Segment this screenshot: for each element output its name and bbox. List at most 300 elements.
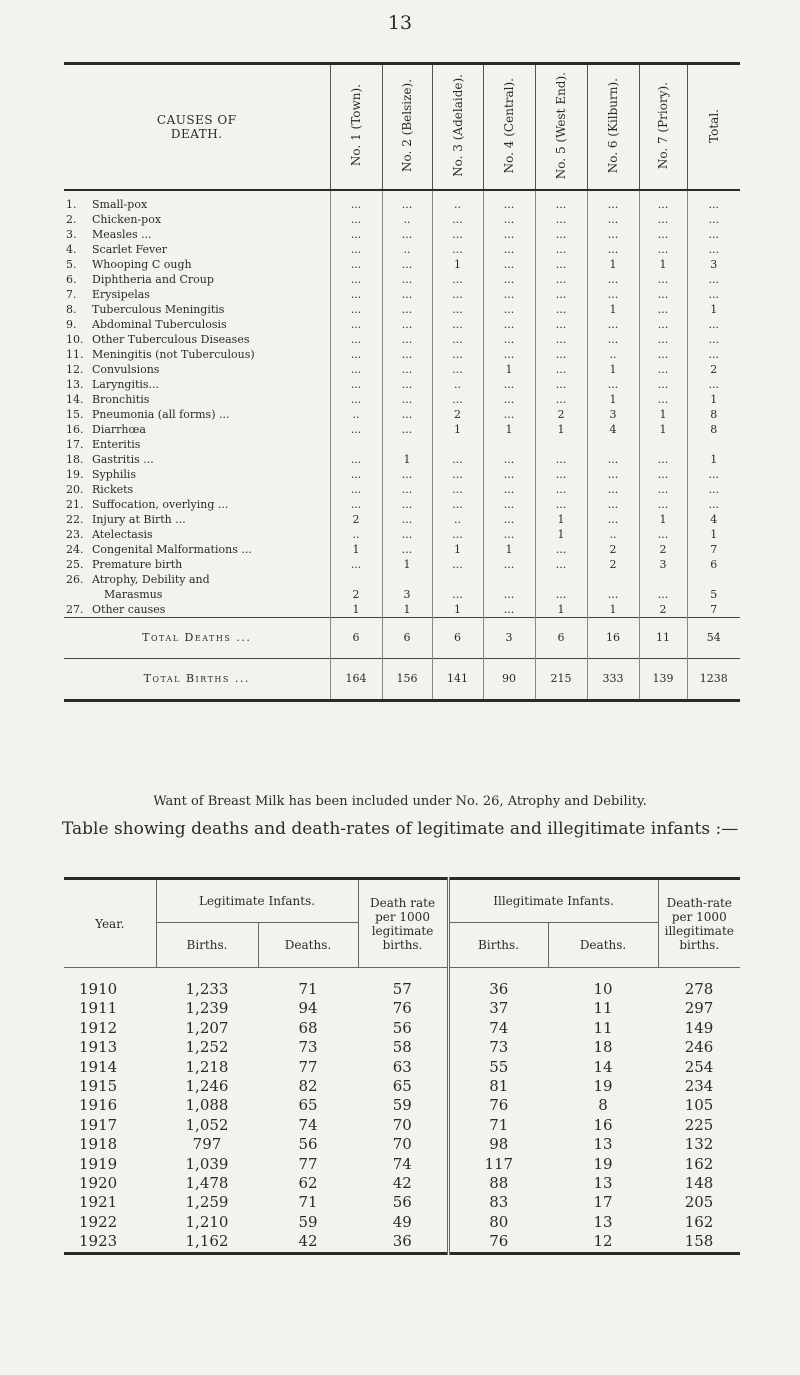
table-cell: 254 (684, 1057, 714, 1076)
table-cell (382, 437, 432, 452)
table-cell: ... (483, 317, 535, 332)
table-cell: 70 (392, 1115, 412, 1134)
table-cell: ... (587, 332, 639, 347)
cause-label: Whooping C ough (92, 258, 192, 271)
table-cell: ... (330, 422, 382, 437)
cause-cell (64, 422, 330, 437)
column-header: No. 3 (Adelaide). (432, 64, 483, 191)
table-cell: 1,259 (185, 1193, 229, 1212)
table-cell: ... (330, 257, 382, 272)
cause-label: Diphtheria and Croup (92, 273, 214, 286)
section-heading: Table showing deaths and death-rates of legitimate and illegitimate infants :— (62, 819, 739, 839)
table-cell: ... (639, 287, 687, 302)
table-cell: 234 (684, 1077, 714, 1096)
cause-cell (64, 542, 330, 557)
table-row (64, 968, 740, 1000)
table-row (64, 999, 740, 1018)
table-cell: 1 (535, 602, 587, 618)
table-cell: ... (483, 377, 535, 392)
table-row (64, 257, 740, 272)
table-cell (535, 572, 587, 587)
table-cell: 1 (639, 512, 687, 527)
infant-table-body (64, 968, 740, 1254)
table-cell: 1,239 (185, 999, 229, 1018)
year-cell: 1918 (79, 1135, 118, 1154)
cause-cell (64, 527, 330, 542)
table-cell: ... (639, 190, 687, 212)
table-cell: 3 (382, 587, 432, 602)
year-cell: 1910 (79, 980, 118, 998)
table-row (64, 527, 740, 542)
cause-cell (64, 512, 330, 527)
table-cell: 8 (687, 422, 740, 437)
table-cell: ... (535, 242, 587, 257)
table-cell: ... (687, 332, 740, 347)
table-cell (483, 572, 535, 587)
table-cell: ... (382, 257, 432, 272)
table-cell: 54 (687, 618, 740, 659)
table-row (64, 602, 740, 618)
table-cell (587, 572, 639, 587)
table-cell: 1 (330, 542, 382, 557)
table-cell: 6 (330, 618, 382, 659)
cause-cell (64, 437, 330, 452)
cause-label: Convulsions (92, 363, 160, 376)
table-cell: 297 (684, 999, 714, 1018)
table-cell: ... (330, 287, 382, 302)
table-row (64, 1116, 740, 1135)
table-cell: ... (483, 190, 535, 212)
table-cell: 71 (298, 980, 318, 998)
table-cell: .. (432, 377, 483, 392)
cause-number: 24. (66, 543, 84, 556)
table-cell: 13 (593, 1174, 613, 1193)
cause-cell (64, 272, 330, 287)
table-cell: 68 (298, 1018, 318, 1037)
table-cell: 77 (298, 1057, 318, 1076)
table-cell: 2 (535, 407, 587, 422)
table-cell: 1 (587, 602, 639, 618)
cause-label: Pneumonia (all forms) ... (92, 408, 230, 421)
table-cell: ... (330, 242, 382, 257)
table-cell: ... (382, 407, 432, 422)
total-deaths-row (64, 618, 740, 659)
table-row (64, 227, 740, 242)
cause-number: 12. (66, 363, 84, 376)
table-cell: ... (382, 527, 432, 542)
table-cell: 1,210 (185, 1212, 229, 1231)
table-cell: ... (483, 257, 535, 272)
cause-label: Gastritis ... (92, 453, 154, 466)
table-row (64, 422, 740, 437)
table-cell: ... (639, 332, 687, 347)
cause-label: Chicken-pox (92, 213, 162, 226)
table-cell: 2 (330, 512, 382, 527)
table-row (64, 437, 740, 452)
table-row (64, 1058, 740, 1077)
table-cell: ... (330, 302, 382, 317)
table-cell: ... (432, 287, 483, 302)
table-row (64, 1038, 740, 1057)
table-cell: ... (687, 272, 740, 287)
cause-number: 21. (66, 498, 84, 511)
table-cell: 149 (684, 1018, 714, 1037)
table-cell: 164 (330, 659, 382, 701)
cause-label: Other causes (92, 603, 166, 616)
cause-number: 2. (66, 213, 77, 226)
table-cell: 1 (535, 422, 587, 437)
table-cell: ... (535, 497, 587, 512)
table-cell: ... (483, 212, 535, 227)
cause-cell (64, 467, 330, 482)
table-row (64, 1019, 740, 1038)
table-cell: ... (382, 332, 432, 347)
table-cell: 11 (593, 1018, 613, 1037)
cause-cell (64, 332, 330, 347)
table-cell: ... (382, 422, 432, 437)
table-cell: ... (330, 347, 382, 362)
table-cell: 1,252 (185, 1038, 229, 1057)
cause-label: Marasmus (104, 588, 163, 601)
cause-number: 13. (66, 378, 84, 391)
table-cell: ... (639, 392, 687, 407)
cause-number: 26. (66, 573, 84, 586)
table-cell: .. (382, 212, 432, 227)
table-cell: ... (535, 362, 587, 377)
table-cell: ... (382, 227, 432, 242)
table-cell: ... (587, 377, 639, 392)
illegitimate-births-header: Births. (448, 923, 548, 968)
table-cell: ... (639, 497, 687, 512)
table-row (64, 467, 740, 482)
table-cell: 6 (432, 618, 483, 659)
column-header: No. 5 (West End). (535, 64, 587, 191)
table-cell: 141 (432, 659, 483, 701)
table-cell: ... (432, 212, 483, 227)
cause-label: Congenital Malformations ... (92, 543, 252, 556)
table-cell: 246 (684, 1038, 714, 1057)
table-cell: ... (587, 317, 639, 332)
table-cell: ... (587, 190, 639, 212)
table-cell: ... (483, 302, 535, 317)
table-cell: 1 (330, 602, 382, 618)
table-cell: 73 (298, 1038, 318, 1057)
table-cell: ... (483, 452, 535, 467)
table-cell: ... (587, 212, 639, 227)
table-cell: ... (483, 272, 535, 287)
cause-number: 5. (66, 258, 77, 271)
table-cell: ... (687, 190, 740, 212)
table-cell (483, 437, 535, 452)
table-cell: ... (483, 482, 535, 497)
table-row (64, 190, 740, 212)
cause-number: 4. (66, 243, 77, 256)
table-cell: 70 (392, 1135, 412, 1154)
table-cell: 7 (687, 542, 740, 557)
cause-cell (64, 557, 330, 572)
table-cell: ... (330, 212, 382, 227)
table-cell: ... (382, 302, 432, 317)
table-cell: 1 (687, 527, 740, 542)
table-cell: 2 (687, 362, 740, 377)
cause-cell (64, 317, 330, 332)
table-cell (330, 572, 382, 587)
table-cell: 1 (432, 257, 483, 272)
cause-cell (64, 602, 330, 618)
table-cell: 1 (382, 602, 432, 618)
table-cell: ... (587, 497, 639, 512)
table-cell: ... (535, 587, 587, 602)
table-cell: ... (587, 452, 639, 467)
table-cell: ... (587, 287, 639, 302)
cause-number: 16. (66, 423, 84, 436)
cause-cell (64, 212, 330, 227)
total-births-row (64, 659, 740, 701)
table-cell: ... (432, 302, 483, 317)
table-cell: ... (330, 377, 382, 392)
table-cell: 16 (593, 1115, 613, 1134)
table-cell: ... (687, 227, 740, 242)
table-cell: ... (639, 227, 687, 242)
table-cell: 17 (593, 1193, 613, 1212)
table-cell: ... (535, 377, 587, 392)
table-cell: ... (330, 190, 382, 212)
table-cell: ... (483, 497, 535, 512)
table-cell: ... (432, 527, 483, 542)
table-cell: 16 (587, 618, 639, 659)
cause-label: Scarlet Fever (92, 243, 167, 256)
cause-number: 15. (66, 408, 84, 421)
table-row (64, 242, 740, 257)
table-cell: ... (639, 362, 687, 377)
year-cell: 1921 (79, 1193, 118, 1212)
table-cell: ... (382, 362, 432, 377)
cause-number: 7. (66, 288, 77, 301)
table-cell: 1 (587, 362, 639, 377)
table-cell: 42 (392, 1174, 412, 1193)
table-row (64, 587, 740, 602)
cause-cell (64, 242, 330, 257)
table-cell: 162 (684, 1212, 714, 1231)
table-cell: 2 (432, 407, 483, 422)
table-cell: 81 (448, 1077, 548, 1096)
cause-label: Measles ... (92, 228, 152, 241)
table-cell: 14 (593, 1057, 613, 1076)
table-cell: 1 (639, 257, 687, 272)
table-cell: ... (535, 452, 587, 467)
cause-number: 14. (66, 393, 84, 406)
table-cell: ... (687, 467, 740, 482)
table-cell: ... (687, 242, 740, 257)
table-cell: ... (687, 347, 740, 362)
year-cell: 1919 (79, 1154, 118, 1173)
table-cell: 162 (684, 1154, 714, 1173)
year-cell: 1912 (79, 1018, 118, 1037)
table-cell: 18 (593, 1038, 613, 1057)
table-cell: 158 (658, 1232, 740, 1253)
table-cell: 13 (593, 1212, 613, 1231)
table-cell: ... (483, 512, 535, 527)
cause-label: Erysipelas (92, 288, 150, 301)
table-cell: ... (639, 272, 687, 287)
cause-label: Abdominal Tuberculosis (92, 318, 227, 331)
table-cell: ... (330, 497, 382, 512)
legitimate-births-header: Births. (156, 923, 258, 968)
table-cell: 65 (298, 1096, 318, 1115)
table-cell: ... (639, 212, 687, 227)
table-cell: ... (330, 467, 382, 482)
cause-label: Bronchitis (92, 393, 150, 406)
table-cell: 36 (448, 968, 548, 1000)
table-cell: 1 (587, 302, 639, 317)
causes-table-totals (64, 618, 740, 701)
table-cell: 56 (298, 1135, 318, 1154)
table-cell: ... (587, 512, 639, 527)
table-cell: 1,088 (185, 1096, 229, 1115)
table-row (64, 1135, 740, 1154)
table-cell: 2 (639, 602, 687, 618)
table-cell: .. (432, 190, 483, 212)
table-cell: 1 (382, 557, 432, 572)
table-cell: .. (587, 347, 639, 362)
cause-number: 10. (66, 333, 84, 346)
table-cell: 1 (535, 527, 587, 542)
causes-header: CAUSES OF DEATH. (64, 64, 330, 191)
table-cell: ... (382, 317, 432, 332)
table-cell: ... (587, 467, 639, 482)
cause-cell (64, 227, 330, 242)
table-cell: 55 (448, 1058, 548, 1077)
cause-label: Laryngitis... (92, 378, 160, 391)
table-cell: ... (432, 557, 483, 572)
table-cell: ... (535, 257, 587, 272)
cause-cell (64, 377, 330, 392)
table-cell: 74 (298, 1115, 318, 1134)
cause-number: 18. (66, 453, 84, 466)
table-cell: 11 (639, 618, 687, 659)
table-cell: 10 (593, 980, 613, 998)
table-cell: ... (432, 362, 483, 377)
cause-label: Small-pox (92, 198, 148, 211)
table-cell: ... (330, 362, 382, 377)
table-cell: ... (382, 272, 432, 287)
table-cell: 88 (448, 1174, 548, 1193)
table-cell: 1 (587, 257, 639, 272)
table-cell: ... (587, 482, 639, 497)
cause-number: 11. (66, 348, 84, 361)
year-header: Year. (64, 879, 156, 968)
table-cell (432, 572, 483, 587)
table-cell: ... (687, 287, 740, 302)
table-cell: ... (587, 587, 639, 602)
table-cell: 71 (448, 1116, 548, 1135)
cause-number: 19. (66, 468, 84, 481)
table-cell: 62 (298, 1174, 318, 1193)
table-cell: 205 (684, 1193, 714, 1212)
table-cell: ... (483, 557, 535, 572)
table-cell: ... (639, 587, 687, 602)
table-cell: ... (535, 272, 587, 287)
column-header: No. 1 (Town). (330, 64, 382, 191)
table-cell: ... (535, 467, 587, 482)
legitimate-header: Legitimate Infants. (156, 879, 358, 923)
table-cell: 73 (448, 1038, 548, 1057)
table-cell: 1,233 (185, 980, 229, 998)
table-cell: ... (639, 467, 687, 482)
table-cell: ... (483, 467, 535, 482)
table-cell: 1 (687, 302, 740, 317)
total-births-label: Total Births ... (64, 659, 330, 701)
table-cell: ... (330, 557, 382, 572)
table-cell: 1,218 (185, 1057, 229, 1076)
footnote: Want of Breast Milk has been included under No. 26, Atrophy and Debility. (153, 794, 647, 809)
year-cell: 1916 (79, 1096, 118, 1115)
table-cell: ... (483, 332, 535, 347)
cause-number: 8. (66, 303, 77, 316)
table-cell: 56 (392, 1018, 412, 1037)
table-row (64, 377, 740, 392)
table-row (64, 497, 740, 512)
table-cell: 1 (432, 602, 483, 618)
year-cell: 1911 (79, 999, 118, 1018)
illegitimate-rate-header: Death-rate per 1000 illegitimate births. (658, 879, 740, 968)
cause-number: 20. (66, 483, 84, 496)
table-row (64, 1193, 740, 1212)
table-row (64, 302, 740, 317)
table-cell: 58 (392, 1038, 412, 1057)
table-cell: ... (432, 242, 483, 257)
column-header: Total. (687, 64, 740, 191)
table-cell: ... (483, 227, 535, 242)
table-cell: ... (330, 272, 382, 287)
table-cell: ... (330, 392, 382, 407)
table-cell: ... (535, 190, 587, 212)
table-cell: 132 (684, 1135, 714, 1154)
table-cell: 3 (639, 557, 687, 572)
table-cell: ... (382, 377, 432, 392)
table-row (64, 452, 740, 467)
cause-label: Syphilis (92, 468, 137, 481)
causes-table-body (64, 190, 740, 618)
table-cell: ... (382, 512, 432, 527)
table-cell: 1 (639, 422, 687, 437)
page-number: 13 (387, 12, 413, 34)
table-cell (432, 437, 483, 452)
table-cell: ... (535, 482, 587, 497)
table-cell: 76 (448, 1096, 548, 1115)
table-cell: 3 (483, 618, 535, 659)
table-cell: 1 (432, 422, 483, 437)
table-cell: 8 (687, 407, 740, 422)
cause-cell (64, 407, 330, 422)
cause-label: Atelectasis (92, 528, 153, 541)
table-cell: ... (483, 602, 535, 618)
table-cell: ... (687, 212, 740, 227)
table-cell: 76 (448, 1232, 548, 1253)
cause-cell (64, 482, 330, 497)
year-cell: 1923 (64, 1232, 156, 1253)
table-cell: ... (330, 317, 382, 332)
table-cell: 76 (392, 999, 412, 1018)
cause-number: 25. (66, 558, 84, 571)
table-cell: ... (330, 332, 382, 347)
table-cell: ... (639, 347, 687, 362)
table-cell: 77 (298, 1154, 318, 1173)
table-cell: ... (330, 452, 382, 467)
table-cell: 1 (483, 542, 535, 557)
cause-cell (64, 497, 330, 512)
table-cell (382, 572, 432, 587)
